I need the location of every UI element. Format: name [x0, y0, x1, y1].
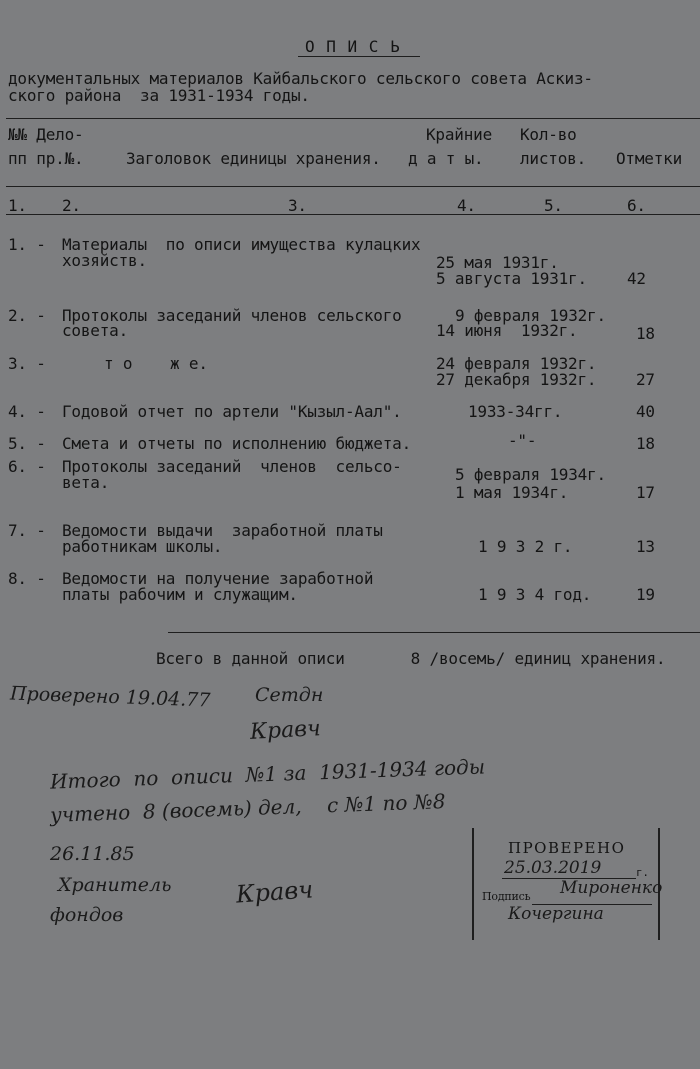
row-7-num: 7. -	[8, 521, 46, 540]
colnum-5: 5.	[544, 196, 563, 215]
total-line: Всего в данной описи 8 /восемь/ единиц хранения.	[156, 649, 666, 668]
colnum-3: 3.	[288, 196, 307, 215]
handwritten-keeper-1: Хранитель	[58, 874, 172, 896]
row-6-date-2: 1 мая 1934г.	[455, 483, 569, 502]
row-6-title-1: Протоколы заседаний членов сельсо-	[62, 457, 402, 476]
stamp-signature-2: Кочергина	[508, 904, 604, 924]
row-1-title-1: Материалы по описи имущества кулацких	[62, 235, 421, 254]
document-title: О П И С Ь	[305, 37, 401, 56]
handwritten-signature-2: Кравч	[249, 716, 322, 745]
stamp-signature-1: Мироненко	[560, 878, 663, 898]
stamp-left-border	[472, 828, 474, 940]
colnum-6: 6.	[627, 196, 646, 215]
row-4-sheets: 40	[636, 402, 655, 421]
subtitle-line-1: документальных материалов Кайбальского сельского совета Аскиз-	[8, 69, 593, 88]
row-4-num: 4. -	[8, 402, 46, 421]
handwritten-date-2: 26.11.85	[50, 843, 135, 865]
row-8-sheets: 19	[636, 585, 655, 604]
table-top-rule	[6, 118, 700, 119]
row-8-num: 8. -	[8, 569, 46, 588]
header-col4b: д а т ы.	[408, 149, 484, 168]
row-6-num: 6. -	[8, 457, 46, 476]
row-2-title-1: Протоколы заседаний членов сельского	[62, 306, 402, 325]
header-col4a: Крайние	[426, 125, 493, 144]
colnum-1: 1.	[8, 196, 27, 215]
subtitle-line-2: ского района за 1931-1934 годы.	[8, 86, 310, 105]
title-underline	[298, 56, 420, 57]
row-6-title-2: вета.	[62, 473, 110, 492]
row-3-sheets: 27	[636, 370, 655, 389]
row-7-date-1: 1 9 3 2 г.	[478, 537, 573, 556]
row-7-title-2: работникам школы.	[62, 537, 223, 556]
row-8-title-1: Ведомости на получение заработной	[62, 569, 374, 588]
row-3-date-1: 24 февраля 1932г.	[436, 354, 597, 373]
handwritten-signature-3: Кравч	[235, 875, 315, 909]
row-1-sheets: 42	[627, 269, 646, 288]
row-7-title-1: Ведомости выдачи заработной платы	[62, 521, 383, 540]
row-2-date-2: 14 июня 1932г.	[436, 321, 578, 340]
colnum-4: 4.	[457, 196, 476, 215]
row-3-title-1: т о ж е.	[104, 354, 208, 373]
row-6-date-1: 5 февраля 1934г.	[455, 465, 606, 484]
handwritten-keeper-2: фондов	[50, 904, 124, 926]
row-7-sheets: 13	[636, 537, 655, 556]
header-col6: Отметки	[616, 149, 683, 168]
row-1-date-1: 25 мая 1931г.	[436, 253, 559, 272]
handwritten-total-line-2: учтено 8 (восемь) дел, с №1 по №8	[49, 789, 446, 827]
handwritten-checked: Проверено 19.04.77	[9, 682, 211, 712]
row-2-num: 2. -	[8, 306, 46, 325]
stamp-sign-label: Подпись	[482, 890, 531, 903]
row-3-num: 3. -	[8, 354, 46, 373]
header-col5a: Кол-во	[520, 125, 577, 144]
row-5-date-1: -"-	[508, 431, 537, 450]
row-3-date-2: 27 декабря 1932г.	[436, 370, 597, 389]
stamp-title: ПРОВЕРЕНО	[508, 839, 626, 857]
row-2-title-2: совета.	[62, 321, 129, 340]
handwritten-signature-1: Сетдн	[255, 684, 324, 706]
row-5-title-1: Смета и отчеты по исполнению бюджета.	[62, 434, 412, 453]
row-4-title-1: Годовой отчет по артели "Кызыл-Аал".	[62, 402, 402, 421]
header-bottom-rule	[6, 186, 700, 187]
stamp-year-suffix: г.	[636, 866, 649, 879]
header-col1b: пп пр.№.	[8, 149, 84, 168]
row-6-sheets: 17	[636, 483, 655, 502]
verification-stamp	[472, 828, 663, 940]
total-rule	[168, 632, 700, 633]
row-5-sheets: 18	[636, 434, 655, 453]
header-col3: Заголовок единицы хранения.	[126, 149, 381, 168]
stamp-date: 25.03.2019	[504, 858, 602, 878]
row-2-sheets: 18	[636, 324, 655, 343]
handwritten-total-line-1: Итого по описи №1 за 1931-1934 годы	[49, 754, 486, 794]
row-4-date-1: 1933-34гг.	[468, 402, 563, 421]
row-2-date-1: 9 февраля 1932г.	[455, 306, 606, 325]
row-1-num: 1. -	[8, 235, 46, 254]
header-col5b: листов.	[520, 149, 587, 168]
row-1-title-2: хозяйств.	[62, 251, 147, 270]
row-1-date-2: 5 августа 1931г.	[436, 269, 587, 288]
header-col1a: №№ Дело-	[8, 125, 84, 144]
row-5-num: 5. -	[8, 434, 46, 453]
colnum-2: 2.	[62, 196, 81, 215]
row-8-date-1: 1 9 3 4 год.	[478, 585, 592, 604]
colnum-rule	[6, 214, 700, 215]
row-8-title-2: платы рабочим и служащим.	[62, 585, 298, 604]
